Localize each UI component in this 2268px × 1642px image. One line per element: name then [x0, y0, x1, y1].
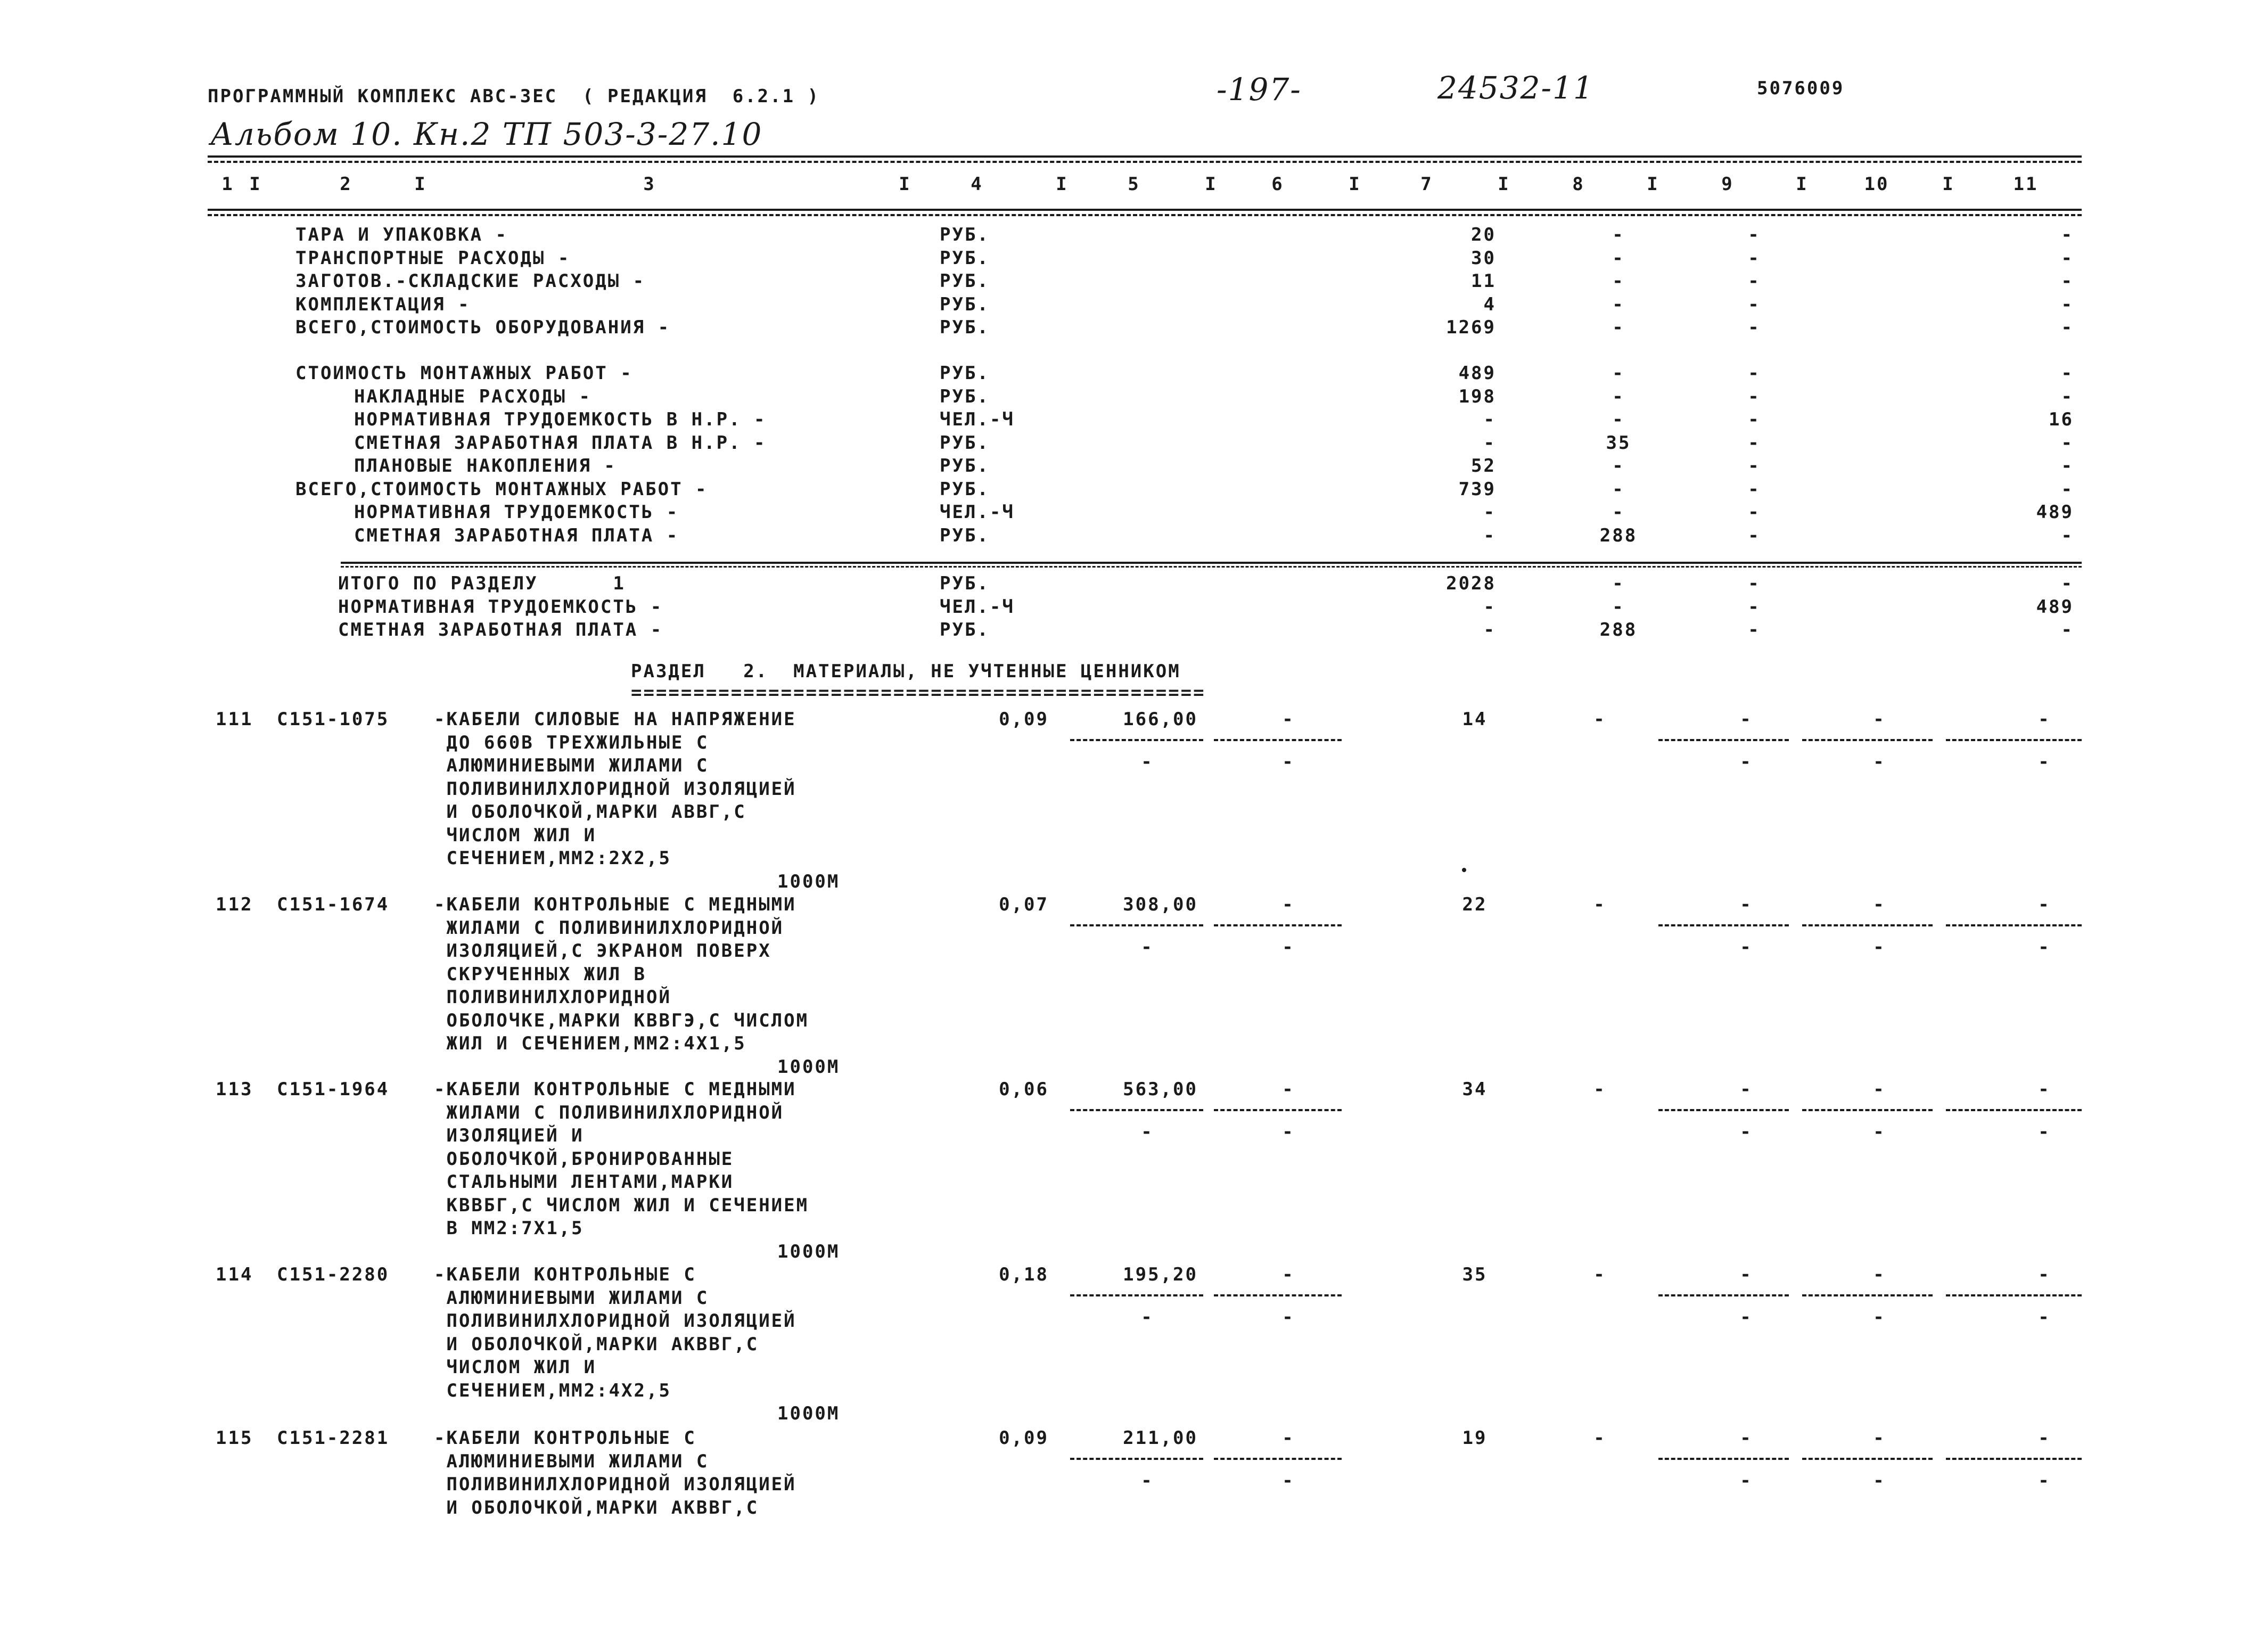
column-separator: I	[1205, 174, 1218, 195]
installation-cost-row-col11: -	[2061, 363, 2074, 384]
installation-cost-row-col11: -	[2061, 385, 2074, 407]
material-col6: -	[1282, 709, 1295, 730]
document-number: 24532-11	[1437, 70, 1594, 106]
material-col8: -	[1593, 709, 1606, 730]
material-split-line-col6	[1214, 1109, 1342, 1111]
equipment-cost-row-col11: -	[2061, 224, 2074, 245]
material-description-line: ЖИЛАМИ С ПОЛИВИНИЛХЛОРИДНОЙ	[434, 1102, 784, 1123]
installation-cost-row-col9: -	[1748, 502, 1761, 523]
column-number-7: 7	[1420, 174, 1433, 195]
installation-cost-row-col7: -	[1483, 502, 1496, 523]
installation-cost-row-label: СМЕТНАЯ ЗАРАБОТНАЯ ПЛАТА В Н.Р. -	[354, 432, 767, 454]
section-total-row-label: НОРМАТИВНАЯ ТРУДОЕМКОСТЬ -	[338, 596, 663, 618]
installation-cost-row-unit: РУБ.	[940, 524, 990, 546]
material-col8: -	[1593, 1079, 1606, 1100]
material-description-line: ЖИЛ И СЕЧЕНИЕМ,ММ2:4Х1,5	[434, 1033, 746, 1054]
table-top-rule-2	[208, 161, 2082, 163]
material-quantity: 0,09	[999, 1427, 1049, 1449]
material-total-cost: 34	[1462, 1079, 1488, 1100]
material-col11-lower: -	[2038, 937, 2051, 958]
section-2-title: РАЗДЕЛ 2. МАТЕРИАЛЫ, НЕ УЧТЕННЫЕ ЦЕННИКОМ	[631, 661, 1181, 682]
material-col10-lower: -	[1873, 751, 1886, 773]
installation-cost-row-col8: -	[1612, 478, 1625, 500]
column-separator: I	[1647, 174, 1659, 195]
material-description-line: ПОЛИВИНИЛХЛОРИДНОЙ ИЗОЛЯЦИЕЙ	[434, 1474, 796, 1495]
material-unit: 1000М	[777, 871, 840, 892]
material-col11-lower: -	[2038, 1307, 2051, 1328]
material-col10: -	[1873, 1427, 1886, 1449]
installation-cost-row-col8: 288	[1599, 524, 1638, 546]
material-col10-lower: -	[1873, 1307, 1886, 1328]
installation-cost-row-unit: РУБ.	[940, 385, 990, 407]
material-col5-lower: -	[1141, 751, 1154, 773]
material-description-line: И ОБОЛОЧКОЙ,МАРКИ АВВГ,С	[434, 801, 746, 823]
material-split-line-col11	[1946, 924, 2082, 926]
installation-cost-row-col9: -	[1748, 524, 1761, 546]
section-total-row-col11: -	[2061, 619, 2074, 641]
column-separator: I	[1498, 174, 1510, 195]
material-row-number: 112	[216, 894, 253, 915]
material-description-line: ЖИЛАМИ С ПОЛИВИНИЛХЛОРИДНОЙ	[434, 917, 784, 939]
installation-cost-row-label: ПЛАНОВЫЕ НАКОПЛЕНИЯ -	[354, 455, 617, 477]
installation-cost-row-label: СТОИМОСТЬ МОНТАЖНЫХ РАБОТ -	[295, 363, 633, 384]
installation-cost-row-unit: ЧЕЛ.-Ч	[940, 409, 1015, 430]
equipment-cost-row-col11: -	[2061, 293, 2074, 315]
material-col5-lower: -	[1141, 1470, 1154, 1491]
material-row-number: 113	[216, 1079, 253, 1100]
equipment-cost-row-col7: 20	[1471, 224, 1496, 245]
section-total-rule-1	[341, 562, 2082, 564]
equipment-cost-row-col11: -	[2061, 247, 2074, 269]
equipment-cost-row-label: ТАРА И УПАКОВКА -	[295, 224, 508, 245]
material-split-line-col10	[1802, 739, 1933, 741]
section-total-row-col8: -	[1612, 596, 1625, 618]
material-col9-lower: -	[1740, 1121, 1753, 1143]
material-unit: 1000М	[777, 1403, 840, 1424]
section-total-row-col7: -	[1483, 596, 1496, 618]
material-description-line: СТАЛЬНЫМИ ЛЕНТАМИ,МАРКИ	[434, 1171, 734, 1193]
material-split-line-col9	[1658, 1109, 1789, 1111]
equipment-cost-row-unit: РУБ.	[940, 270, 990, 292]
equipment-cost-row-col9: -	[1748, 247, 1761, 269]
equipment-cost-row-col8: -	[1612, 270, 1625, 292]
installation-cost-row-unit: РУБ.	[940, 432, 990, 454]
equipment-cost-row-label: ВСЕГО,СТОИМОСТЬ ОБОРУДОВАНИЯ -	[295, 317, 671, 338]
material-description-line: ИЗОЛЯЦИЕЙ,С ЭКРАНОМ ПОВЕРХ	[434, 940, 771, 962]
section-total-row-unit: РУБ.	[940, 619, 990, 641]
material-description-line: ОБОЛОЧКОЙ,БРОНИРОВАННЫЕ	[434, 1148, 734, 1170]
material-col5-lower: -	[1141, 937, 1154, 958]
material-split-line-col6	[1214, 1294, 1342, 1296]
equipment-cost-row-col7: 1269	[1446, 317, 1496, 338]
album-reference: Альбом 10. Кн.2 ТП 503-3-27.10	[210, 116, 763, 152]
section-total-row-col7: -	[1483, 619, 1496, 641]
material-split-line-col9	[1658, 1458, 1789, 1460]
material-description-line: СЕЧЕНИЕМ,ММ2:4Х2,5	[434, 1380, 671, 1401]
column-separator: I	[1056, 174, 1069, 195]
material-split-line-col6	[1214, 924, 1342, 926]
material-description-line: -КАБЕЛИ СИЛОВЫЕ НА НАПРЯЖЕНИЕ	[434, 709, 796, 730]
column-number-10: 10	[1864, 174, 1889, 195]
page-number: -197-	[1217, 71, 1302, 108]
material-description-line: СКРУЧЕННЫХ ЖИЛ В	[434, 963, 646, 985]
table-top-rule-1	[208, 155, 2082, 158]
material-col9: -	[1740, 894, 1753, 915]
installation-cost-row-col11: 489	[2036, 502, 2074, 523]
material-unit-price: 166,00	[1123, 709, 1198, 730]
installation-cost-row-unit: РУБ.	[940, 363, 990, 384]
material-split-line-col6	[1214, 739, 1342, 741]
installation-cost-row-unit: РУБ.	[940, 455, 990, 477]
column-number-2: 2	[340, 174, 352, 195]
material-split-line-col10	[1802, 1458, 1933, 1460]
material-description-line: -КАБЕЛИ КОНТРОЛЬНЫЕ С МЕДНЫМИ	[434, 1079, 796, 1100]
material-split-line-col5	[1070, 739, 1203, 741]
installation-cost-row-col8: -	[1612, 502, 1625, 523]
installation-cost-row-col11: -	[2061, 478, 2074, 500]
installation-cost-row-col9: -	[1748, 455, 1761, 477]
installation-cost-row-col11: -	[2061, 524, 2074, 546]
installation-cost-row-col7: 739	[1458, 478, 1496, 500]
material-col6-lower: -	[1282, 937, 1295, 958]
material-description-line: -КАБЕЛИ КОНТРОЛЬНЫЕ С МЕДНЫМИ	[434, 894, 796, 915]
material-description-line: ПОЛИВИНИЛХЛОРИДНОЙ ИЗОЛЯЦИЕЙ	[434, 1310, 796, 1332]
material-row-number: 115	[216, 1427, 253, 1449]
installation-cost-row-col8: -	[1612, 409, 1625, 430]
material-total-cost: 14	[1462, 709, 1488, 730]
material-split-line-col6	[1214, 1458, 1342, 1460]
material-col10-lower: -	[1873, 1121, 1886, 1143]
material-col6-lower: -	[1282, 1121, 1295, 1143]
material-col10-lower: -	[1873, 937, 1886, 958]
equipment-cost-row-unit: РУБ.	[940, 224, 990, 245]
column-separator: I	[899, 174, 911, 195]
material-quantity: 0,18	[999, 1264, 1049, 1285]
installation-cost-row-col7: -	[1483, 409, 1496, 430]
equipment-cost-row-col7: 30	[1471, 247, 1496, 269]
material-unit: 1000М	[777, 1056, 840, 1078]
column-number-8: 8	[1572, 174, 1585, 195]
material-col6: -	[1282, 1079, 1295, 1100]
material-row-number: 114	[216, 1264, 253, 1285]
program-title: ПРОГРАММНЫЙ КОМПЛЕКС АВС-3ЕС ( РЕДАКЦИЯ 6.2.1 )	[208, 86, 820, 107]
installation-cost-row-col9: -	[1748, 478, 1761, 500]
material-col6-lower: -	[1282, 1470, 1295, 1491]
material-split-line-col11	[1946, 739, 2082, 741]
material-description-line: В ММ2:7Х1,5	[434, 1218, 584, 1239]
equipment-cost-row-col8: -	[1612, 224, 1625, 245]
material-split-line-col5	[1070, 1109, 1203, 1111]
installation-cost-row-col8: -	[1612, 363, 1625, 384]
material-description-line: ПОЛИВИНИЛХЛОРИДНОЙ	[434, 987, 671, 1008]
installation-cost-row-col8: -	[1612, 385, 1625, 407]
material-unit-price: 195,20	[1123, 1264, 1198, 1285]
material-description-line: АЛЮМИНИЕВЫМИ ЖИЛАМИ С	[434, 755, 709, 776]
equipment-cost-row-col9: -	[1748, 270, 1761, 292]
equipment-cost-row-col8: -	[1612, 293, 1625, 315]
installation-cost-row-col9: -	[1748, 409, 1761, 430]
material-split-line-col11	[1946, 1458, 2082, 1460]
installation-cost-row-col9: -	[1748, 432, 1761, 454]
material-col11-lower: -	[2038, 1470, 2051, 1491]
installation-cost-row-label: НОРМАТИВНАЯ ТРУДОЕМКОСТЬ В Н.Р. -	[354, 409, 767, 430]
section-total-row-col9: -	[1748, 596, 1761, 618]
material-description-line: ОБОЛОЧКЕ,МАРКИ КВВГЭ,С ЧИСЛОМ	[434, 1009, 809, 1031]
column-separator: I	[1349, 174, 1361, 195]
equipment-cost-row-unit: РУБ.	[940, 293, 990, 315]
material-col5-lower: -	[1141, 1121, 1154, 1143]
material-split-line-col9	[1658, 924, 1789, 926]
installation-cost-row-col8: -	[1612, 455, 1625, 477]
equipment-cost-row-col7: 4	[1483, 293, 1496, 315]
column-number-4: 4	[971, 174, 983, 195]
material-row-number: 111	[216, 709, 253, 730]
material-col9: -	[1740, 709, 1753, 730]
installation-cost-row-col11: 16	[2049, 409, 2074, 430]
material-col6: -	[1282, 1427, 1295, 1449]
material-description-line: И ОБОЛОЧКОЙ,МАРКИ АКВВГ,С	[434, 1497, 759, 1518]
material-col10: -	[1873, 709, 1886, 730]
equipment-cost-row-unit: РУБ.	[940, 317, 990, 338]
document-code: 5076009	[1757, 78, 1845, 99]
equipment-cost-row-unit: РУБ.	[940, 247, 990, 269]
material-unit: 1000М	[777, 1241, 840, 1262]
material-price-code: С151-1964	[277, 1079, 390, 1100]
column-number-6: 6	[1271, 174, 1284, 195]
column-separator: I	[414, 174, 427, 195]
installation-cost-row-col7: 52	[1471, 455, 1496, 477]
equipment-cost-row-col11: -	[2061, 270, 2074, 292]
material-unit-price: 308,00	[1123, 894, 1198, 915]
material-description-line: ДО 660В ТРЕХЖИЛЬНЫЕ С	[434, 732, 709, 753]
material-total-cost: 35	[1462, 1264, 1488, 1285]
column-number-9: 9	[1721, 174, 1734, 195]
material-split-line-col10	[1802, 1294, 1933, 1296]
material-col6-lower: -	[1282, 1307, 1295, 1328]
section-total-row-col8: -	[1612, 573, 1625, 594]
material-col11-lower: -	[2038, 751, 2051, 773]
section-total-row-col9: -	[1748, 573, 1761, 594]
material-description-line: ПОЛИВИНИЛХЛОРИДНОЙ ИЗОЛЯЦИЕЙ	[434, 778, 796, 800]
section-total-row-col9: -	[1748, 619, 1761, 641]
column-number-5: 5	[1128, 174, 1140, 195]
section-total-row-col11: 489	[2036, 596, 2074, 618]
header-bottom-rule-2	[208, 214, 2082, 216]
installation-cost-row-col7: 489	[1458, 363, 1496, 384]
equipment-cost-row-col9: -	[1748, 317, 1761, 338]
material-split-line-col11	[1946, 1294, 2082, 1296]
material-split-line-col10	[1802, 1109, 1933, 1111]
material-col8: -	[1593, 1427, 1606, 1449]
material-col11: -	[2038, 1427, 2051, 1449]
column-separator: I	[1796, 174, 1809, 195]
material-description-line: ЧИСЛОМ ЖИЛ И	[434, 824, 597, 846]
material-split-line-col10	[1802, 924, 1933, 926]
material-col9-lower: -	[1740, 751, 1753, 773]
equipment-cost-row-col8: -	[1612, 317, 1625, 338]
ink-dot-mark	[1462, 868, 1466, 872]
section-total-row-unit: РУБ.	[940, 573, 990, 594]
material-description-line: И ОБОЛОЧКОЙ,МАРКИ АКВВГ,С	[434, 1333, 759, 1355]
material-col9: -	[1740, 1079, 1753, 1100]
material-col11: -	[2038, 894, 2051, 915]
material-description-line: АЛЮМИНИЕВЫМИ ЖИЛАМИ С	[434, 1450, 709, 1472]
material-col6-lower: -	[1282, 751, 1295, 773]
column-separator: I	[249, 174, 262, 195]
installation-cost-row-label: СМЕТНАЯ ЗАРАБОТНАЯ ПЛАТА -	[354, 524, 679, 546]
material-unit-price: 211,00	[1123, 1427, 1198, 1449]
installation-cost-row-col9: -	[1748, 385, 1761, 407]
material-split-line-col5	[1070, 1294, 1203, 1296]
installation-cost-row-label: ВСЕГО,СТОИМОСТЬ МОНТАЖНЫХ РАБОТ -	[295, 478, 708, 500]
equipment-cost-row-label: КОМПЛЕКТАЦИЯ -	[295, 293, 471, 315]
column-number-3: 3	[643, 174, 656, 195]
installation-cost-row-col9: -	[1748, 363, 1761, 384]
section-total-rule-2	[341, 566, 2082, 568]
material-col5-lower: -	[1141, 1307, 1154, 1328]
material-price-code: С151-2280	[277, 1264, 390, 1285]
material-price-code: С151-1674	[277, 894, 390, 915]
equipment-cost-row-col11: -	[2061, 317, 2074, 338]
installation-cost-row-label: НОРМАТИВНАЯ ТРУДОЕМКОСТЬ -	[354, 502, 679, 523]
material-price-code: С151-1075	[277, 709, 390, 730]
material-split-line-col5	[1070, 924, 1203, 926]
material-col8: -	[1593, 894, 1606, 915]
material-quantity: 0,09	[999, 709, 1049, 730]
material-col9: -	[1740, 1264, 1753, 1285]
section-total-row-label: СМЕТНАЯ ЗАРАБОТНАЯ ПЛАТА -	[338, 619, 663, 641]
installation-cost-row-unit: РУБ.	[940, 478, 990, 500]
material-description-line: ИЗОЛЯЦИЕЙ И	[434, 1125, 584, 1146]
installation-cost-row-col7: -	[1483, 524, 1496, 546]
material-split-line-col9	[1658, 1294, 1789, 1296]
column-number-11: 11	[2013, 174, 2039, 195]
material-split-line-col5	[1070, 1458, 1203, 1460]
material-col9-lower: -	[1740, 1307, 1753, 1328]
section-total-row-col8: 288	[1599, 619, 1638, 641]
material-col9-lower: -	[1740, 1470, 1753, 1491]
material-quantity: 0,06	[999, 1079, 1049, 1100]
material-col6: -	[1282, 894, 1295, 915]
material-split-line-col11	[1946, 1109, 2082, 1111]
section-2-underline: ==============================================	[631, 682, 1206, 703]
section-total-row-label: ИТОГО ПО РАЗДЕЛУ 1	[338, 573, 626, 594]
material-col11-lower: -	[2038, 1121, 2051, 1143]
material-total-cost: 19	[1462, 1427, 1488, 1449]
material-col11: -	[2038, 709, 2051, 730]
section-total-row-col11: -	[2061, 573, 2074, 594]
material-description-line: -КАБЕЛИ КОНТРОЛЬНЫЕ С	[434, 1264, 696, 1285]
material-col10: -	[1873, 1264, 1886, 1285]
section-total-row-unit: ЧЕЛ.-Ч	[940, 596, 1015, 618]
material-description-line: СЕЧЕНИЕМ,ММ2:2Х2,5	[434, 848, 671, 869]
equipment-cost-row-col8: -	[1612, 247, 1625, 269]
equipment-cost-row-label: ТРАНСПОРТНЫЕ РАСХОДЫ -	[295, 247, 571, 269]
installation-cost-row-col8: 35	[1606, 432, 1631, 454]
equipment-cost-row-label: ЗАГОТОВ.-СКЛАДСКИЕ РАСХОДЫ -	[295, 270, 646, 292]
material-description-line: АЛЮМИНИЕВЫМИ ЖИЛАМИ С	[434, 1287, 709, 1309]
installation-cost-row-col11: -	[2061, 455, 2074, 477]
material-col11: -	[2038, 1079, 2051, 1100]
material-col10: -	[1873, 894, 1886, 915]
material-total-cost: 22	[1462, 894, 1488, 915]
column-number-1: 1	[221, 174, 234, 195]
equipment-cost-row-col9: -	[1748, 224, 1761, 245]
material-description-line: ЧИСЛОМ ЖИЛ И	[434, 1357, 597, 1378]
material-col9-lower: -	[1740, 937, 1753, 958]
material-col8: -	[1593, 1264, 1606, 1285]
installation-cost-row-col7: -	[1483, 432, 1496, 454]
material-description-line: КВВБГ,С ЧИСЛОМ ЖИЛ И СЕЧЕНИЕМ	[434, 1194, 809, 1216]
installation-cost-row-label: НАКЛАДНЫЕ РАСХОДЫ -	[354, 385, 591, 407]
section-total-row-col7: 2028	[1446, 573, 1496, 594]
material-quantity: 0,07	[999, 894, 1049, 915]
material-col10: -	[1873, 1079, 1886, 1100]
material-description-line: -КАБЕЛИ КОНТРОЛЬНЫЕ С	[434, 1427, 696, 1449]
material-split-line-col9	[1658, 739, 1789, 741]
material-unit-price: 563,00	[1123, 1079, 1198, 1100]
material-price-code: С151-2281	[277, 1427, 390, 1449]
column-separator: I	[1942, 174, 1955, 195]
equipment-cost-row-col9: -	[1748, 293, 1761, 315]
installation-cost-row-col7: 198	[1458, 385, 1496, 407]
header-bottom-rule-1	[208, 209, 2082, 211]
material-col6: -	[1282, 1264, 1295, 1285]
material-col10-lower: -	[1873, 1470, 1886, 1491]
installation-cost-row-col11: -	[2061, 432, 2074, 454]
installation-cost-row-unit: ЧЕЛ.-Ч	[940, 502, 1015, 523]
material-col9: -	[1740, 1427, 1753, 1449]
equipment-cost-row-col7: 11	[1471, 270, 1496, 292]
material-col11: -	[2038, 1264, 2051, 1285]
